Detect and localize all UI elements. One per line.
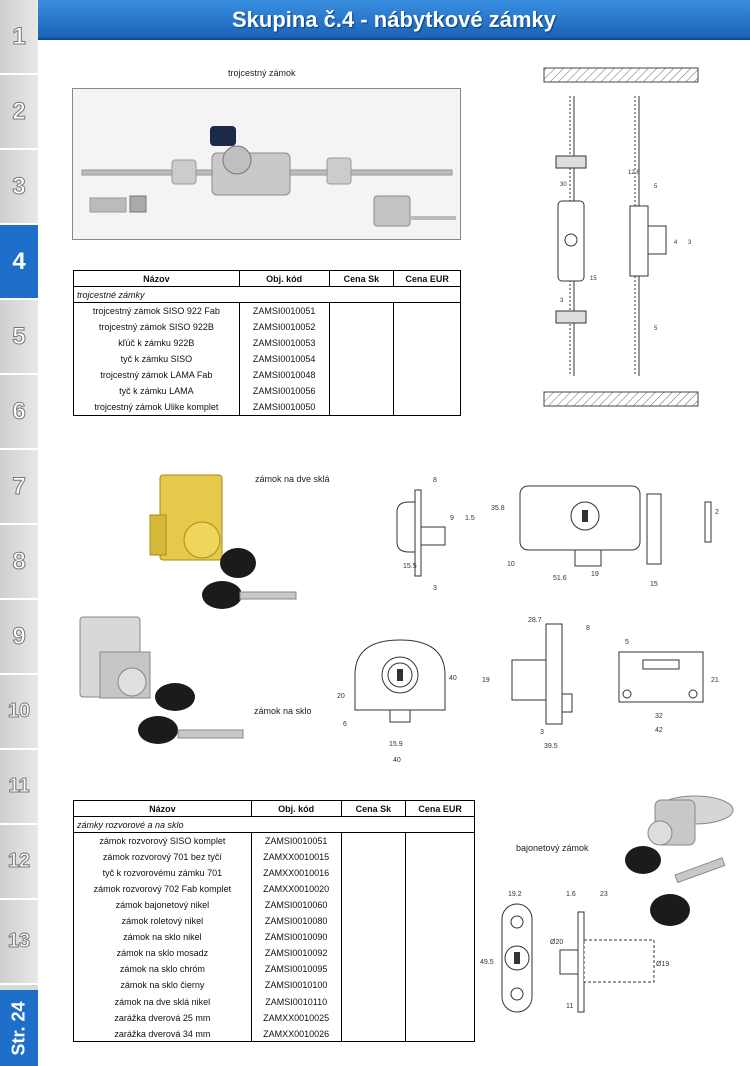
- tab-7[interactable]: 7: [0, 450, 38, 525]
- col-code: Obj. kód: [251, 801, 341, 817]
- tab-11[interactable]: 11: [0, 750, 38, 825]
- glass-lock-side-drawing: [480, 614, 600, 749]
- page-number: Str. 24: [0, 990, 38, 1066]
- dim-label: 19: [482, 677, 490, 684]
- col-price-sk: Cena Sk: [329, 271, 394, 287]
- glass-lock-plate-drawing: [605, 632, 730, 737]
- dim-label: 3: [688, 240, 692, 246]
- dim-label: 15: [650, 581, 658, 588]
- dim-label: 15.9: [389, 741, 403, 748]
- dim-label: 8: [433, 477, 437, 484]
- table-group-row: trojcestné zámky: [74, 287, 461, 303]
- caption-glass-lock: zámok na sklo: [254, 706, 312, 716]
- dim-label: 5: [625, 639, 629, 646]
- dim-label: 3: [433, 585, 437, 590]
- table-bolt-and-glass-locks: [73, 800, 475, 1042]
- tab-12[interactable]: 12: [0, 825, 38, 900]
- table-row: tyč k zámku SISO ZAMSI0010054: [74, 351, 461, 367]
- three-way-lock-photo: [72, 88, 461, 240]
- caption-two-glass-lock: zámok na dve sklá: [255, 474, 330, 484]
- dim-label: 32: [655, 713, 663, 720]
- col-price-eur: Cena EUR: [406, 801, 475, 817]
- table-row: trojcestný zámok SISO 922 Fab ZAMSI0010051: [74, 303, 461, 319]
- dim-label: 12.6: [628, 170, 640, 176]
- dim-label: 40: [449, 675, 457, 682]
- table-three-way-locks: [73, 270, 461, 416]
- col-price-eur: Cena EUR: [394, 271, 461, 287]
- dim-label: 1.5: [465, 515, 475, 522]
- tab-10[interactable]: 10: [0, 675, 38, 750]
- dim-label: 21: [711, 677, 719, 684]
- dim-label: Ø20: [550, 939, 564, 946]
- dim-label: 42: [655, 727, 663, 734]
- dim-label: 35.8: [491, 505, 505, 512]
- table-row: trojcestný zámok Ulike komplet ZAMSI0010050: [74, 399, 461, 415]
- dim-label: 1.6: [566, 891, 576, 898]
- dim-label: 8: [586, 625, 590, 632]
- dim-label: 3: [540, 729, 544, 736]
- dim-label: 4: [674, 240, 678, 246]
- dim-label: 15.5: [403, 563, 417, 570]
- tab-6[interactable]: 6: [0, 375, 38, 450]
- table-row: zámok na sklo čierny ZAMSI0010100: [74, 977, 475, 993]
- table-row: zarážka dverová 25 mm ZAMXX0010025: [74, 1010, 475, 1026]
- table-row: zámok rozvorový 701 bez tyčí ZAMXX0010015: [74, 849, 475, 865]
- dim-label: 5: [654, 184, 658, 190]
- dim-label: 2: [715, 509, 719, 516]
- tab-2[interactable]: 2: [0, 75, 38, 150]
- dim-label: 3: [560, 298, 564, 304]
- col-name: Názov: [74, 271, 240, 287]
- dim-label: 10: [507, 561, 515, 568]
- table-header-row: [74, 271, 461, 287]
- col-price-sk: Cena Sk: [341, 801, 406, 817]
- tab-3[interactable]: 3: [0, 150, 38, 225]
- table-row: tyč k rozvorovému zámku 701 ZAMXX0010016: [74, 865, 475, 881]
- table-row: zámok na sklo mosadz ZAMSI0010092: [74, 945, 475, 961]
- col-name: Názov: [74, 801, 252, 817]
- dim-label: 23: [600, 891, 608, 898]
- two-glass-lock-photo: [140, 470, 305, 615]
- glass-lock-photo: [70, 612, 255, 772]
- table-row: zámok rozvorový 702 Fab komplet ZAMXX0010020: [74, 881, 475, 897]
- table-row: zámok roletový nikel ZAMSI0010080: [74, 913, 475, 929]
- dim-label: 6: [343, 721, 347, 728]
- tab-13[interactable]: 13: [0, 900, 38, 985]
- two-glass-lock-drawing: [385, 472, 730, 590]
- table-row: tyč k zámku LAMA ZAMSI0010056: [74, 383, 461, 399]
- dim-label: 15: [590, 276, 597, 282]
- dim-label: 30: [560, 182, 567, 188]
- dim-label: 40: [393, 757, 401, 764]
- page-header: [38, 0, 750, 40]
- table-row: trojcestný zámok SISO 922B ZAMSI0010052: [74, 319, 461, 335]
- three-way-lock-drawing: [540, 66, 705, 421]
- dim-label: 20: [337, 693, 345, 700]
- table-row: zámok na dve sklá nikel ZAMSI0010110: [74, 994, 475, 1010]
- dim-label: 5: [654, 326, 658, 332]
- table-row: kľúč k zámku 922B ZAMSI0010053: [74, 335, 461, 351]
- table-row: zámok na sklo chróm ZAMSI0010095: [74, 961, 475, 977]
- section-tabs: [0, 0, 38, 1066]
- bayonet-lock-drawing: [478, 884, 688, 1019]
- dim-label: 19: [591, 571, 599, 578]
- tab-8[interactable]: 8: [0, 525, 38, 600]
- dim-label: 19.2: [508, 891, 522, 898]
- dim-label: Ø19: [656, 961, 670, 968]
- table-row: zámok na sklo nikel ZAMSI0010090: [74, 929, 475, 945]
- table-row: zarážka dverová 34 mm ZAMXX0010026: [74, 1026, 475, 1042]
- col-code: Obj. kód: [239, 271, 329, 287]
- dim-label: 39.5: [544, 743, 558, 749]
- dim-label: 51.6: [553, 575, 567, 582]
- caption-three-way-lock: trojcestný zámok: [228, 68, 296, 78]
- tab-1[interactable]: 1: [0, 0, 38, 75]
- caption-bayonet-lock: bajonetový zámok: [516, 843, 589, 853]
- table-row: zámok bajonetový nikel ZAMSI0010060: [74, 897, 475, 913]
- glass-lock-front-drawing: [333, 630, 468, 765]
- table-header-row: [74, 801, 475, 817]
- table-group-row: zámky rozvorové a na sklo: [74, 817, 475, 833]
- table-row: trojcestný zámok LAMA Fab ZAMSI0010048: [74, 367, 461, 383]
- dim-label: 49.5: [480, 959, 494, 966]
- tab-4[interactable]: 4: [0, 225, 38, 300]
- table-row: zámok rozvorový SISO komplet ZAMSI0010051: [74, 833, 475, 849]
- tab-9[interactable]: 9: [0, 600, 38, 675]
- tab-5[interactable]: 5: [0, 300, 38, 375]
- dim-label: 9: [450, 515, 454, 522]
- page-title: Skupina č.4 - nábytkové zámky: [231, 7, 557, 32]
- dim-label: 11: [566, 1003, 574, 1010]
- dim-label: 28.7: [528, 617, 542, 624]
